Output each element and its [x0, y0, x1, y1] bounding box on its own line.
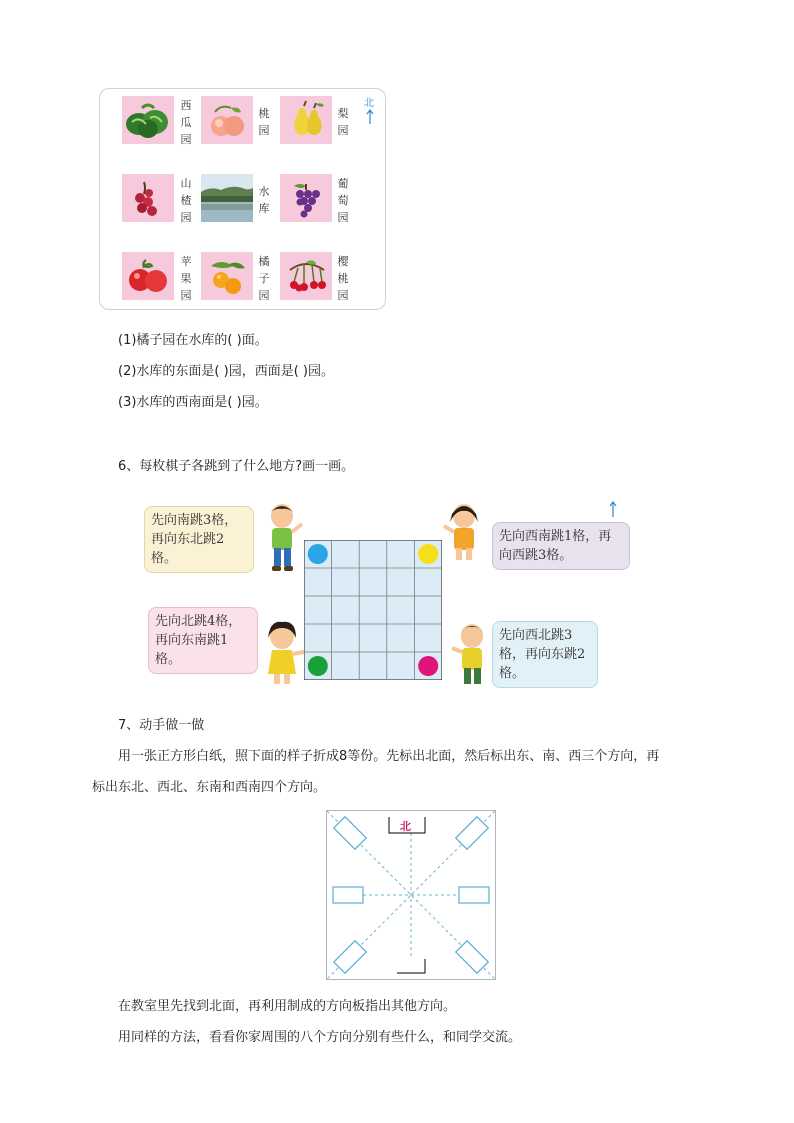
question-7-line-1: 用一张正方形白纸，照下面的样子折成8等份。先标出北面，然后标出东、南、西三个方向，再	[118, 749, 660, 764]
chess-grid	[304, 540, 442, 680]
piece-blue	[308, 544, 328, 564]
label-cherry-orchard: 樱 桃 园	[337, 255, 349, 302]
cherry-image	[280, 252, 332, 300]
apple-image	[122, 252, 174, 300]
grape-image	[280, 174, 332, 222]
question-6-title: 6、每枚棋子各跳到了什么地方?画一画。	[118, 459, 355, 474]
north-label-fold: 北	[400, 820, 411, 833]
label-hawthorn-orchard: 山 楂 园	[180, 177, 192, 224]
north-arrow-icon	[608, 500, 618, 518]
north-arrow-icon	[366, 109, 374, 125]
north-label: 北	[364, 98, 374, 109]
question-7-after-2: 用同样的方法，看看你家周围的八个方向分别有些什么，和同学交流。	[118, 1030, 522, 1045]
question-7-after-1: 在教室里先找到北面，再利用制成的方向板指出其他方向。	[118, 999, 457, 1014]
pear-image	[280, 96, 332, 144]
boy-figure-bottom-right	[448, 618, 492, 690]
tangerine-image	[201, 252, 253, 300]
girl-figure-top-right	[440, 500, 486, 566]
folded-square-paper	[326, 810, 496, 980]
question-7-title: 7、动手做一做	[118, 718, 205, 733]
hawthorn-image	[122, 174, 174, 222]
question-5-1: (1)橘子园在水库的( )面。	[118, 333, 268, 348]
question-7-line-2: 标出东北、西北、东南和西南四个方向。	[92, 780, 327, 795]
speech-bubble-top-left: 先向南跳3格，再向东北跳2格。	[144, 506, 254, 573]
label-reservoir: 水 库	[258, 185, 270, 215]
piece-magenta	[418, 656, 438, 676]
speech-bubble-bottom-left: 先向北跳4格，再向东南跳1格。	[148, 607, 258, 674]
label-watermelon-orchard: 西 瓜 园	[180, 99, 192, 146]
boy-figure-top-left	[262, 500, 306, 576]
question-5-2: (2)水库的东面是( )园，西面是( )园。	[118, 364, 334, 379]
watermelon-image	[122, 96, 174, 144]
peach-image	[201, 96, 253, 144]
label-peach-orchard: 桃 园	[258, 107, 270, 137]
reservoir-image	[201, 174, 253, 222]
girl-figure-bottom-left	[262, 618, 308, 690]
speech-bubble-bottom-right: 先向西北跳3格，再向东跳2格。	[492, 621, 598, 688]
piece-yellow	[418, 544, 438, 564]
piece-green	[308, 656, 328, 676]
label-tangerine-orchard: 橘 子 园	[258, 255, 270, 302]
label-pear-orchard: 梨 园	[337, 107, 349, 137]
label-apple-orchard: 苹 果 园	[180, 255, 192, 302]
orchard-map	[99, 88, 386, 310]
speech-bubble-top-right: 先向西南跳1格，再向西跳3格。	[492, 522, 630, 570]
label-grape-orchard: 葡 萄 园	[337, 177, 349, 224]
question-5-3: (3)水库的西南面是( )园。	[118, 395, 268, 410]
